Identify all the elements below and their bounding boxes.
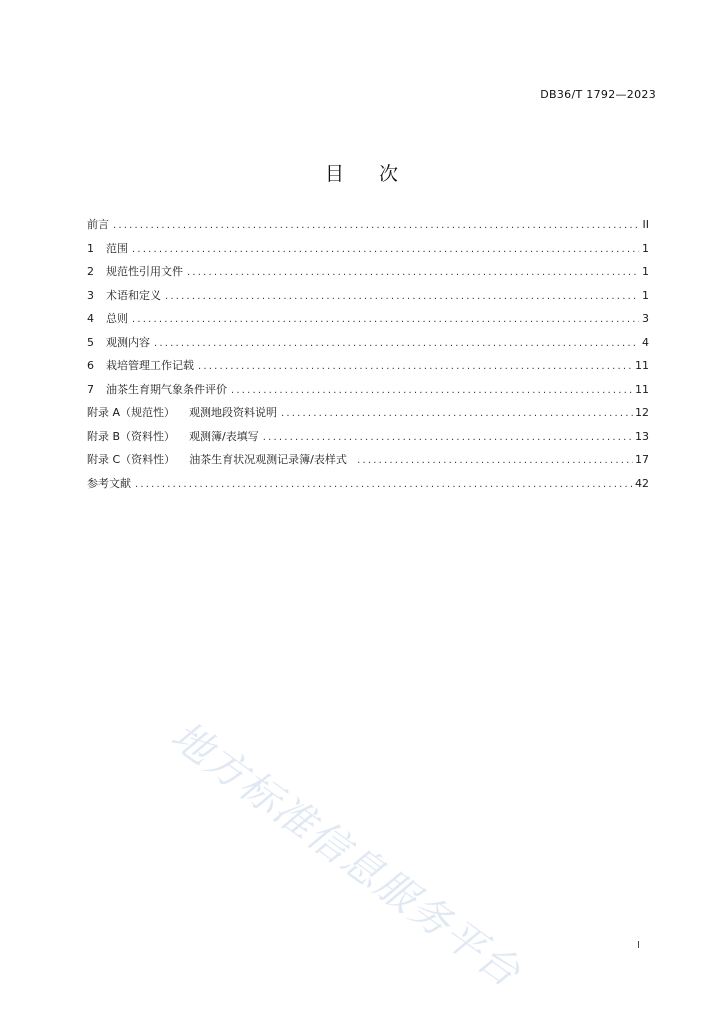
toc-entry-page: 42 xyxy=(635,476,649,490)
toc-entry-title[interactable]: 范围 xyxy=(106,241,128,255)
toc-entry-observation-content[interactable] xyxy=(87,334,649,358)
page-title xyxy=(0,159,724,186)
toc-entry-appendix-c[interactable] xyxy=(87,451,649,475)
toc-entry-page: 1 xyxy=(642,241,649,255)
toc-entry-number: 2 xyxy=(87,265,94,278)
toc-entry-appendix-b[interactable] xyxy=(87,428,649,452)
table-of-contents xyxy=(87,216,649,498)
toc-leader-dots xyxy=(135,479,633,490)
toc-entry-terms-definitions[interactable] xyxy=(87,287,649,311)
toc-leader-dots xyxy=(154,338,639,349)
toc-entry-title[interactable]: 附录 C（资料性） xyxy=(87,453,176,466)
toc-entry-title[interactable]: 油茶生育期气象条件评价 xyxy=(106,382,227,396)
toc-entry-title[interactable]: 附录 B（资料性） xyxy=(87,429,176,443)
toc-entry-title[interactable]: 观测内容 xyxy=(106,335,150,349)
toc-leader-dots xyxy=(263,432,633,443)
toc-leader-dots xyxy=(357,455,633,466)
toc-entry-foreword[interactable] xyxy=(87,216,649,240)
document-code: DB36/T 1792—2023 xyxy=(540,88,656,101)
page-number: I xyxy=(637,940,640,951)
toc-entry-title[interactable]: 术语和定义 xyxy=(106,288,161,302)
toc-entry-subtitle[interactable]: 油茶生育状况观测记录簿/表样式 xyxy=(189,453,347,466)
toc-leader-dots xyxy=(187,267,639,278)
toc-entry-title[interactable]: 参考文献 xyxy=(87,476,131,490)
toc-entry-appendix-a[interactable] xyxy=(87,404,649,428)
toc-entry-subtitle[interactable]: 观测地段资料说明 xyxy=(189,406,278,419)
toc-entry-page: 17 xyxy=(635,453,649,466)
toc-entry-cultivation-records[interactable] xyxy=(87,357,649,381)
toc-entry-page: 13 xyxy=(635,429,649,443)
toc-entry-title[interactable]: 附录 A（规范性） xyxy=(87,406,176,419)
toc-entry-page: 11 xyxy=(635,359,649,372)
toc-entry-page: 11 xyxy=(635,382,649,396)
toc-leader-dots xyxy=(132,314,639,325)
toc-entry-page: 4 xyxy=(642,335,649,349)
toc-entry-number: 4 xyxy=(87,312,94,325)
toc-entry-page: 3 xyxy=(642,312,649,325)
toc-entry-title[interactable]: 总则 xyxy=(106,312,128,325)
toc-leader-dots xyxy=(132,244,639,255)
title-part-2: 次 xyxy=(379,163,400,185)
toc-entry-page: 12 xyxy=(635,406,649,419)
toc-entry-page: 1 xyxy=(642,265,649,278)
toc-entry-bibliography[interactable] xyxy=(87,475,649,499)
toc-entry-general[interactable] xyxy=(87,310,649,334)
toc-entry-title[interactable]: 前言 xyxy=(87,218,109,231)
toc-leader-dots xyxy=(231,385,633,396)
toc-entry-number: 7 xyxy=(87,382,94,396)
toc-entry-page: 1 xyxy=(642,288,649,302)
toc-entry-title[interactable]: 规范性引用文件 xyxy=(106,265,183,278)
toc-entry-number: 5 xyxy=(87,335,94,349)
toc-leader-dots xyxy=(113,220,639,231)
toc-entry-normative-references[interactable] xyxy=(87,263,649,287)
toc-entry-scope[interactable] xyxy=(87,240,649,264)
toc-leader-dots xyxy=(165,291,639,302)
toc-entry-title[interactable]: 栽培管理工作记载 xyxy=(106,359,194,372)
toc-entry-subtitle[interactable]: 观测簿/表填写 xyxy=(189,429,259,443)
toc-entry-meteorological-evaluation[interactable] xyxy=(87,381,649,405)
title-part-1: 目 xyxy=(324,163,345,185)
toc-entry-page: II xyxy=(642,218,649,231)
toc-entry-number: 1 xyxy=(87,241,94,255)
toc-leader-dots xyxy=(198,361,633,372)
toc-leader-dots xyxy=(281,408,633,419)
watermark-text: 地方标准信息服务平台 xyxy=(162,712,530,997)
toc-entry-number: 3 xyxy=(87,288,94,302)
toc-entry-number: 6 xyxy=(87,359,94,372)
